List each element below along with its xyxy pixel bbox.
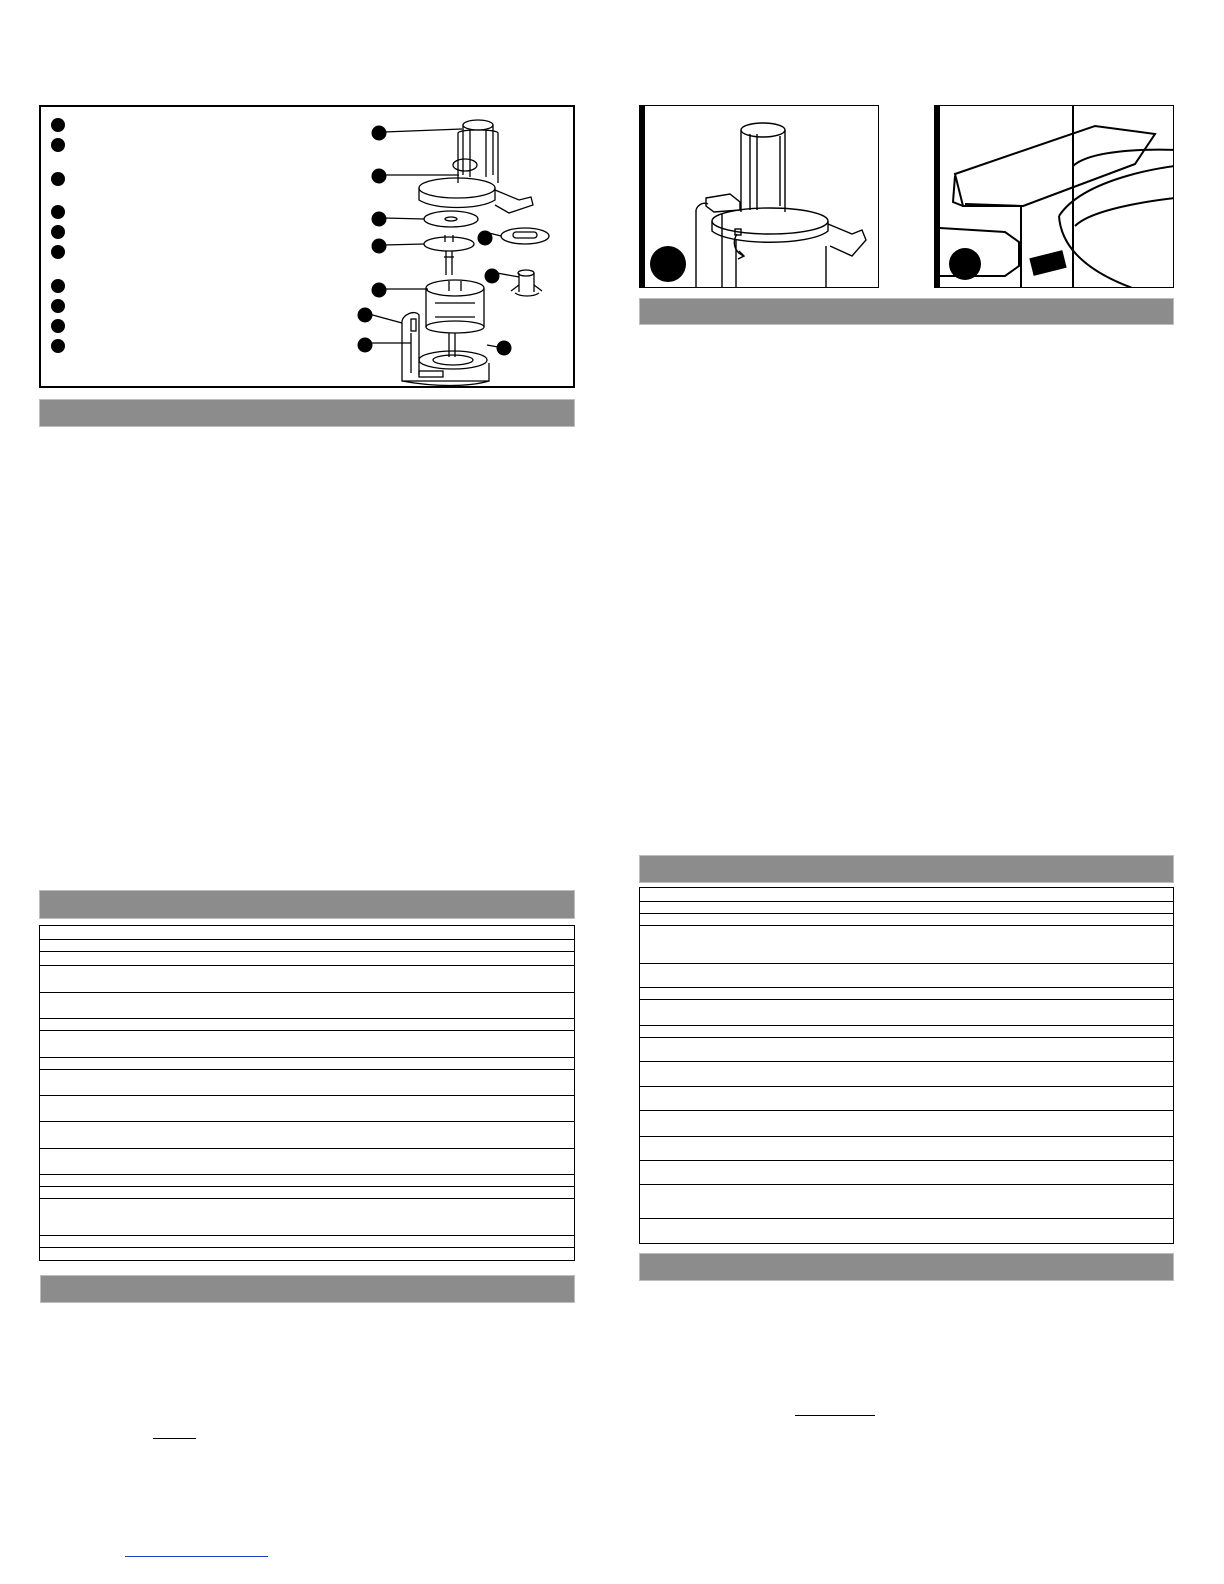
table-row xyxy=(40,1199,574,1235)
table-row xyxy=(40,993,574,1019)
table-row xyxy=(640,1062,1173,1086)
table-row xyxy=(640,1000,1173,1026)
table-row xyxy=(40,966,574,992)
table-row xyxy=(640,988,1173,1000)
lid-lock-illustration xyxy=(640,106,879,288)
figure-closeup xyxy=(934,105,1174,288)
table-row xyxy=(640,1026,1173,1038)
table-row xyxy=(640,1038,1173,1062)
table-row xyxy=(40,1236,574,1248)
table-row xyxy=(40,1122,574,1148)
table-row xyxy=(40,1187,574,1199)
table-row xyxy=(40,1031,574,1057)
table-row xyxy=(640,1219,1173,1243)
table-row xyxy=(40,1058,574,1070)
figure-lid-lock xyxy=(639,105,879,288)
table-row xyxy=(40,926,574,940)
table-row xyxy=(40,1019,574,1031)
table-row xyxy=(640,888,1173,902)
table-row xyxy=(640,1137,1173,1161)
section-header-bar-1 xyxy=(39,399,575,427)
table-row xyxy=(640,1161,1173,1185)
underline-rule xyxy=(153,1438,196,1439)
table-row xyxy=(640,926,1173,964)
section-header-bar-6 xyxy=(639,1253,1174,1281)
section-header-bar-4 xyxy=(639,298,1174,325)
table-row xyxy=(640,964,1173,988)
left-table xyxy=(39,925,575,1261)
section-header-bar-3 xyxy=(40,1275,575,1303)
table-row xyxy=(40,1096,574,1122)
section-header-bar-2 xyxy=(39,890,575,919)
underline-rule xyxy=(795,1415,875,1416)
table-row xyxy=(640,1111,1173,1137)
hyperlink[interactable] xyxy=(125,1556,268,1557)
parts-diagram-box xyxy=(39,105,575,388)
table-row xyxy=(40,1070,574,1096)
table-row xyxy=(40,1175,574,1187)
section-header-bar-5 xyxy=(639,855,1174,883)
table-row xyxy=(40,940,574,952)
table-row xyxy=(640,1185,1173,1219)
table-row xyxy=(40,1149,574,1175)
closeup-illustration xyxy=(935,106,1174,288)
table-row xyxy=(640,902,1173,914)
right-table xyxy=(639,887,1174,1244)
table-row xyxy=(40,952,574,966)
food-processor-exploded-illustration xyxy=(39,105,575,388)
table-row xyxy=(640,1087,1173,1111)
table-row xyxy=(40,1248,574,1260)
table-row xyxy=(640,914,1173,926)
